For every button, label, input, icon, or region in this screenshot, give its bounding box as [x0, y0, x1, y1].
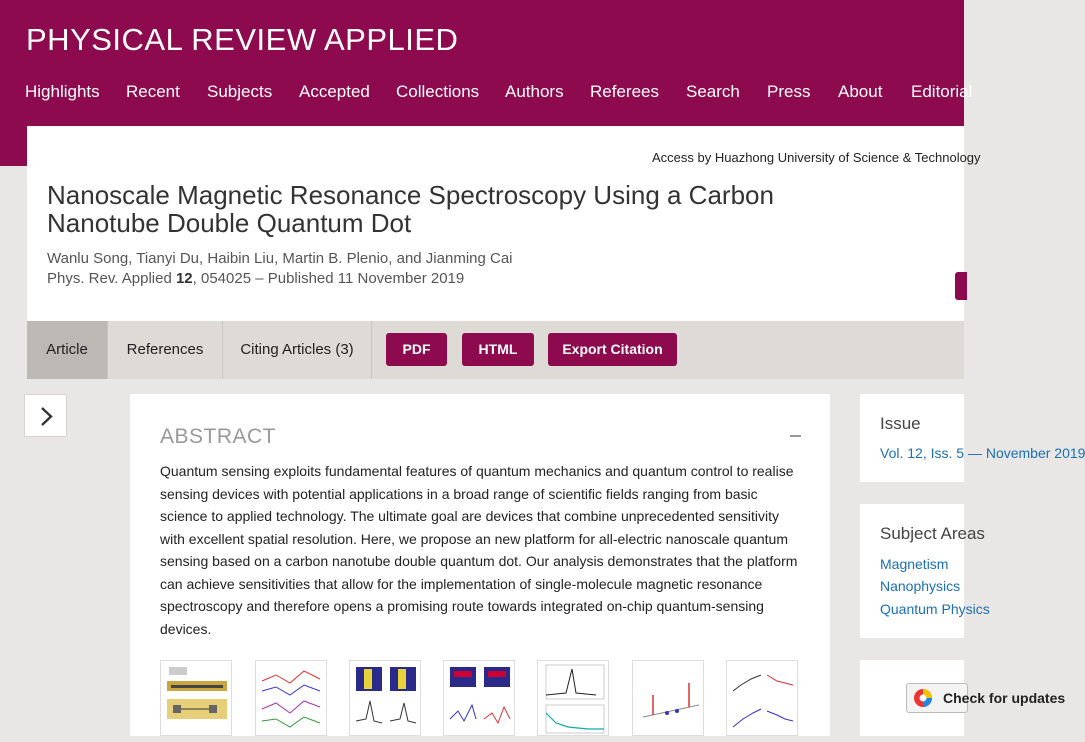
- export-citation-button[interactable]: Export Citation: [548, 333, 677, 366]
- sidebar-toggle-button[interactable]: [24, 394, 67, 437]
- journal-logo[interactable]: PHYSICAL REVIEW APPLIED: [26, 22, 459, 57]
- abstract-text: Quantum sensing exploits fundamental features of quantum mechanics and quantum control to realise sensing devices with potential applications in a broad range of scientific fields ranging from basic science to applied technology. The ultimate goal are devices that combine unprecedented sensitivity with excellent spatial resolution. Here, we propose an new platform for all-electric nanoscale quantum sensing based on a carbon nanotube double quantum dot. Our analysis demonstrates that the platform can achieve sensitivities that allow for the implementation of single-molecule magnetic resonance spectroscopy and therefore opens a promising route towards integrated on-chip quantum-sensing devices.: [160, 463, 798, 637]
- figure-1-graphic: [161, 661, 233, 737]
- chevron-right-icon: [25, 395, 68, 438]
- figure-thumbnail[interactable]: [537, 660, 609, 736]
- figure-thumbnail[interactable]: [726, 660, 798, 736]
- collapse-icon[interactable]: [790, 435, 801, 437]
- nav-press[interactable]: Press: [767, 82, 811, 101]
- nav-highlights[interactable]: Highlights: [25, 82, 100, 101]
- figure-4-graphic: [444, 661, 516, 737]
- subject-areas-heading: Subject Areas: [880, 524, 985, 543]
- journal-name: Phys. Rev. Applied: [47, 270, 172, 287]
- issue-card: [860, 394, 964, 482]
- nav-editorial[interactable]: Editorial: [911, 82, 973, 101]
- issue-heading: Issue: [880, 414, 921, 433]
- article-title: Nanoscale Magnetic Resonance Spectroscopy Using a Carbon Nanotube Double Quantum Dot: [47, 180, 774, 238]
- pdf-button[interactable]: PDF: [386, 333, 447, 366]
- nav-referees[interactable]: Referees: [590, 82, 659, 101]
- figure-thumbnail[interactable]: [349, 660, 421, 736]
- check-updates-label: Check for updates: [943, 690, 1066, 706]
- figure-6-graphic: [633, 661, 705, 737]
- tab-article[interactable]: Article: [27, 321, 108, 379]
- abstract-heading: ABSTRACT: [160, 425, 277, 448]
- share-button[interactable]: [955, 272, 967, 300]
- access-notice: Access by Huazhong University of Science & Technology: [652, 150, 981, 165]
- figure-thumbnail[interactable]: [160, 660, 232, 736]
- nav-search[interactable]: Search: [686, 82, 740, 101]
- tab-citing-articles[interactable]: Citing Articles (3): [223, 321, 372, 379]
- figure-3-graphic: [350, 661, 422, 737]
- nav-authors[interactable]: Authors: [505, 82, 564, 101]
- figure-thumbnail[interactable]: [632, 660, 704, 736]
- tab-references[interactable]: References: [108, 321, 223, 379]
- crossmark-icon: [911, 686, 935, 710]
- citation-details: , 054025 – Published 11 November 2019: [192, 270, 465, 287]
- subject-link-nanophysics[interactable]: Nanophysics: [880, 578, 961, 594]
- nav-collections[interactable]: Collections: [396, 82, 480, 101]
- article-citation: [47, 270, 464, 287]
- issue-link[interactable]: Vol. 12, Iss. 5 — November 2019: [880, 445, 1085, 461]
- figure-thumbnail[interactable]: [443, 660, 515, 736]
- nav-about[interactable]: About: [838, 82, 883, 101]
- article-authors: Wanlu Song, Tianyi Du, Haibin Liu, Martin B. Plenio, and Jianming Cai: [47, 250, 513, 267]
- nav-accepted[interactable]: Accepted: [299, 82, 370, 101]
- figure-7-graphic: [727, 661, 799, 737]
- html-button[interactable]: HTML: [462, 333, 534, 366]
- subject-link-magnetism[interactable]: Magnetism: [880, 556, 949, 572]
- volume-number: 12: [175, 270, 193, 287]
- subject-link-quantum-physics[interactable]: Quantum Physics: [880, 601, 990, 617]
- nav-subjects[interactable]: Subjects: [207, 82, 273, 101]
- figure-thumbnail[interactable]: [255, 660, 327, 736]
- figure-2-graphic: [256, 661, 328, 737]
- nav-recent[interactable]: Recent: [126, 82, 180, 101]
- figure-5-graphic: [538, 661, 610, 737]
